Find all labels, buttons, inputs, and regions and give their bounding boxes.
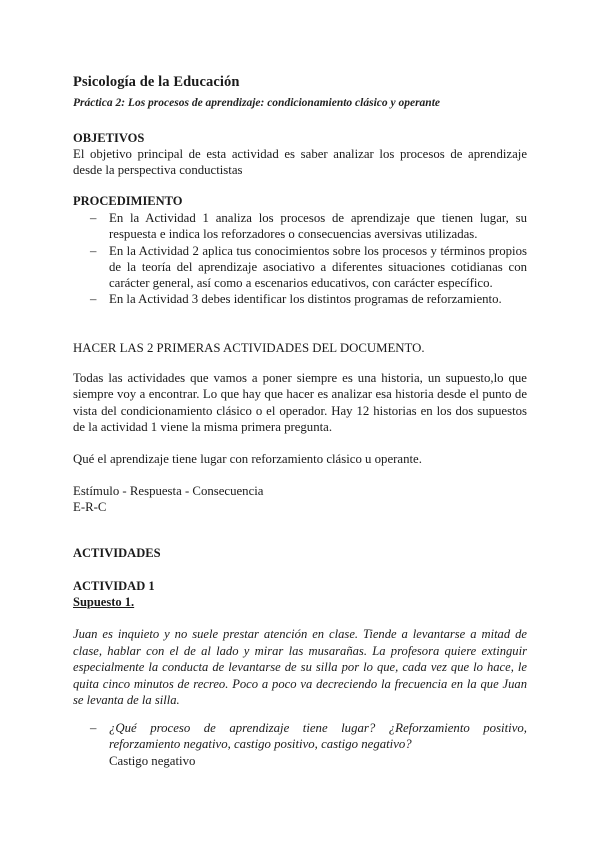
list-item [73, 720, 527, 769]
question-list [73, 720, 527, 769]
list-item: – En la Actividad 1 analiza los procesos de aprendizaje que tienen lugar, su respuesta e indica los reforzadores o consecuencias aversivas utilizadas. [73, 210, 527, 243]
supuesto-1-title: Supuesto 1. [73, 595, 135, 609]
erc-line: Estímulo - Respuesta - Consecuencia [73, 484, 264, 498]
actividad-1-heading: ACTIVIDAD 1 [73, 579, 155, 593]
explanation-text: Todas las actividades que vamos a poner siempre es una historia, un supuesto,lo que siempre voy a encontrar. Lo que hay que hacer es analizar esa historia desde el punto de vista del condicionamiento clásico o el operador. Hay 12 historias en los dos supuestos de la actividad 1 viene la misma primera pregunta. [73, 371, 527, 434]
procedimiento-heading: PROCEDIMIENTO [73, 194, 183, 208]
list-item: – En la Actividad 2 aplica tus conocimientos sobre los procesos y términos propios de la teoría del aprendizaje asociativo a diferentes situaciones cotidianas con carácter general, así como a escenarios educativos, con carácter específico. [73, 243, 527, 292]
practice-subtitle: Práctica 2: Los procesos de aprendizaje: condicionamiento clásico y operante [73, 97, 440, 109]
question-note: Qué el aprendizaje tiene lugar con reforzamiento clásico u operante. [73, 452, 422, 466]
actividades-heading: ACTIVIDADES [73, 546, 161, 560]
list-item: – En la Actividad 3 debes identificar los distintos programas de reforzamiento. [73, 291, 527, 307]
procedimiento-list [73, 210, 527, 308]
answer-text: Castigo negativo [109, 753, 196, 768]
course-title: Psicología de la Educación [73, 74, 240, 90]
objetivos-heading: OBJETIVOS [73, 131, 145, 145]
supuesto-1-story: Juan es inquieto y no suele prestar atención en clase. Tiende a levantarse a mitad de clase, hablar con el de al lado y mirar las musarañas. La profesora quiere extinguir especialmente la conducta de levantarse de su silla por lo que, cada vez que lo hace, le quita cinco minutos de recreo. Poco a poco va decreciendo la frecuencia en la que Juan se levanta de la silla. [73, 627, 527, 707]
objetivos-text: El objetivo principal de esta actividad es saber analizar los procesos de aprendizaje desde la perspectiva conductistas [73, 147, 527, 178]
instruction-text: HACER LAS 2 PRIMERAS ACTIVIDADES DEL DOCUMENTO. [73, 341, 425, 355]
question-text: ¿Qué proceso de aprendizaje tiene lugar? ¿Reforzamiento positivo, reforzamiento negativo, castigo positivo, castigo negativo? [109, 721, 527, 752]
erc-abbrev: E-R-C [73, 500, 107, 514]
